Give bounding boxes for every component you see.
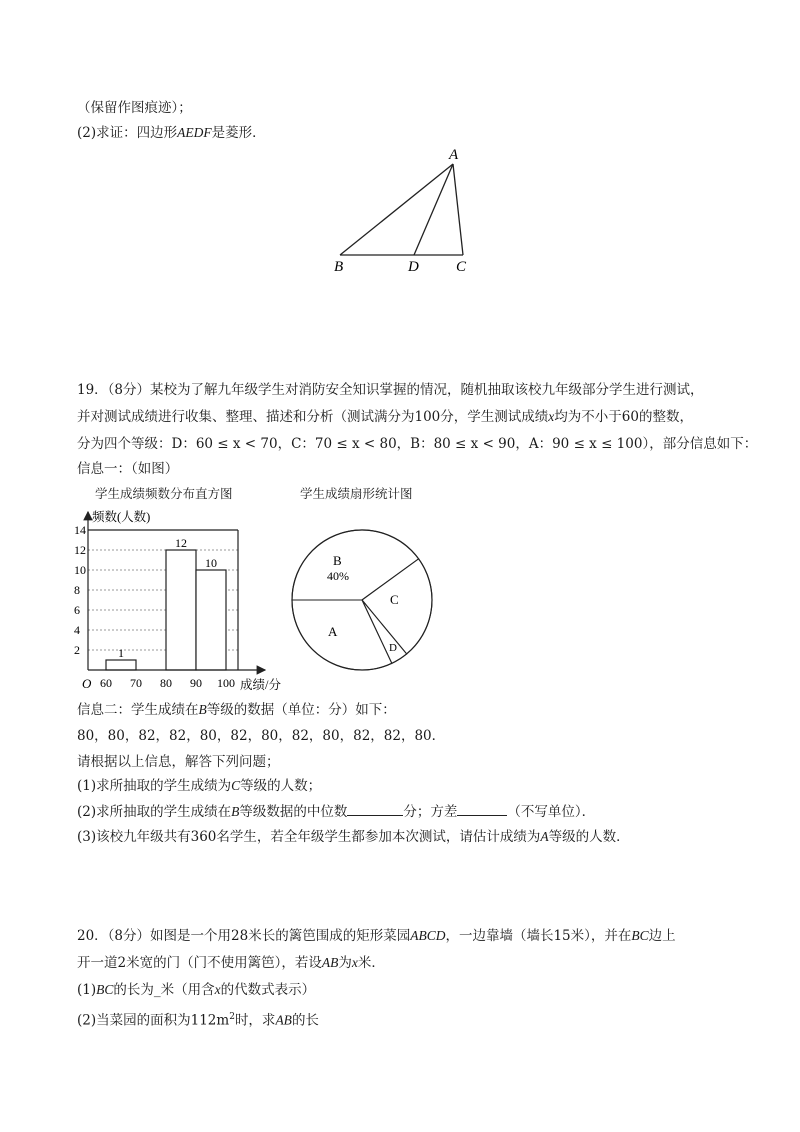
bar-value-label: 10 [205, 556, 217, 570]
q19-info2-var: B [198, 702, 207, 717]
q19-line1: 19．（8分）某校为了解九年级学生对消防安全知识掌握的情况，随机抽取该校九年级部分学生进行测试， [77, 382, 704, 398]
q20-line2 [77, 953, 385, 973]
q19-part3-b: 等级的人数． [548, 829, 630, 845]
variance-answer-blank[interactable] [457, 801, 507, 816]
y-tick-label: 10 [74, 563, 86, 577]
pie-label-a: A [328, 624, 338, 639]
x-tick-label: 60 [100, 676, 112, 690]
x-tick-label: 100 [217, 676, 235, 690]
q19-info2-a: 信息二：学生成绩在 [77, 702, 199, 718]
y-tick-label: 14 [74, 523, 86, 537]
q18-part2-prefix: (2)求证：四边形 [77, 125, 178, 141]
q20-line2-var2: x [351, 955, 358, 970]
x-tick-label: 80 [160, 676, 172, 690]
q18-note: （保留作图痕迹）； [77, 100, 192, 116]
bar-value-label: 12 [175, 536, 187, 550]
q19-line2-a: 并对测试成绩进行收集、整理、描述和分析（测试满分为100分，学生测试成绩 [77, 409, 549, 425]
origin-label: O [82, 676, 92, 691]
y-tick-label: 12 [74, 543, 86, 557]
q19-part3-var: A [540, 829, 549, 844]
q20-part1-var: BC [96, 982, 114, 997]
q19-data-line: 80，80，82，82，80，82，80，82，80，82，82，80． [77, 728, 446, 744]
segment-ad [414, 164, 453, 255]
q19-part2-d: （不写单位）． [507, 804, 596, 820]
q18-part2-suffix: 是菱形． [211, 125, 266, 141]
pie-label-b-percent: 40% [327, 569, 349, 583]
label-a: A [449, 147, 459, 163]
q20-part2-c: 的长 [291, 1012, 319, 1029]
y-tick-label: 8 [74, 583, 80, 597]
q19-part2-b: 等级数据的中位数 [239, 804, 348, 820]
q19-line2-var: x [548, 409, 555, 424]
q20-line1-b: ，一边靠墙（墙长15米），并在 [445, 928, 632, 944]
q19-info2 [77, 700, 396, 720]
q19-part1 [77, 776, 321, 796]
q19-part2-a: (2)求所抽取的学生成绩在 [77, 804, 232, 820]
segment-ab [340, 164, 453, 255]
q20-part2-sup: 2 [229, 1012, 235, 1022]
q20-line1-a: 20．（8分）如图是一个用28米长的篱笆围成的矩形菜园 [77, 928, 411, 944]
triangle-figure [320, 140, 480, 280]
histogram-title: 学生成绩频数分布直方图 [95, 486, 233, 501]
q19-part1-b: 等级的人数； [240, 778, 322, 794]
label-c: C [456, 259, 467, 275]
x-tick-label: 90 [190, 676, 202, 690]
q20-part2-b: 时，求 [234, 1012, 276, 1029]
q19-info2-b: 等级的数据（单位：分）如下： [206, 702, 396, 718]
pie-label-c: C [390, 592, 399, 607]
q19-info1: 信息一：（如图） [77, 461, 179, 477]
histogram-bar [166, 550, 196, 670]
q20-line2-c: 米． [357, 955, 385, 971]
q19-part1-var: C [231, 778, 241, 793]
q20-part1-var2: x [214, 982, 221, 997]
q19-part2-var: B [231, 804, 240, 819]
segment-ac [453, 164, 463, 255]
q20-line1-var: ABCD [410, 928, 446, 943]
q19-part3 [77, 827, 630, 847]
pie-title: 学生成绩扇形统计图 [300, 486, 413, 501]
histogram-chart [70, 500, 300, 700]
q18-part2 [77, 123, 266, 143]
histogram-bar [196, 570, 226, 670]
y-tick-label: 6 [74, 603, 80, 617]
pie-chart [285, 522, 445, 682]
q20-part2-a: (2)当菜园的面积为112m [77, 1012, 230, 1029]
q20-part1-b: 的长为_米（用含 [113, 982, 215, 998]
pie-label-d: D [389, 642, 397, 654]
histogram-bar [106, 660, 136, 670]
pie-label-b: B [333, 553, 342, 568]
q20-line2-b: 为 [338, 955, 352, 971]
q20-part1-c: 的代数式表示） [220, 982, 316, 998]
q20-line2-a: 开一道2米宽的门（门不使用篱笆），若设 [77, 955, 322, 971]
q19-part2 [77, 801, 595, 822]
q19-line2 [77, 407, 693, 427]
x-tick-label: 70 [130, 676, 142, 690]
y-axis-label: 频数(人数) [92, 510, 151, 524]
bar-value-label: 1 [118, 646, 124, 660]
q19-line2-b: 均为不小于60的整数， [554, 409, 693, 425]
q19-part2-c: 分；方差 [403, 804, 458, 820]
x-axis-label: 成绩/分 [240, 678, 281, 692]
q19-ask: 请根据以上信息，解答下列问题； [77, 754, 280, 770]
q19-part1-a: (1)求所抽取的学生成绩为 [77, 778, 232, 794]
q20-line2-var: AB [321, 955, 339, 970]
q20-line1-c: 边上 [648, 928, 676, 944]
q19-part3-a: (3)该校九年级共有360名学生，若全年级学生都参加本次测试，请估计成绩为 [77, 829, 541, 845]
y-tick-label: 2 [74, 643, 80, 657]
q20-part2-var: AB [275, 1012, 292, 1028]
q20-part2 [77, 1007, 319, 1031]
q20-line1-var2: BC [631, 928, 649, 943]
q20-line1 [77, 926, 676, 946]
q20-part1-a: (1) [77, 982, 97, 998]
q18-part2-var: AEDF [177, 125, 212, 140]
label-b: B [334, 259, 344, 275]
q20-part1 [77, 980, 315, 1000]
y-tick-label: 4 [74, 623, 80, 637]
label-d: D [408, 259, 419, 275]
median-answer-blank[interactable] [347, 801, 403, 816]
q19-line3: 分为四个等级：D：60 ≤ x < 70，C：70 ≤ x < 80，B：80 ≤ x < 90，A：90 ≤ x ≤ 100），部分信息如下： [77, 436, 758, 452]
